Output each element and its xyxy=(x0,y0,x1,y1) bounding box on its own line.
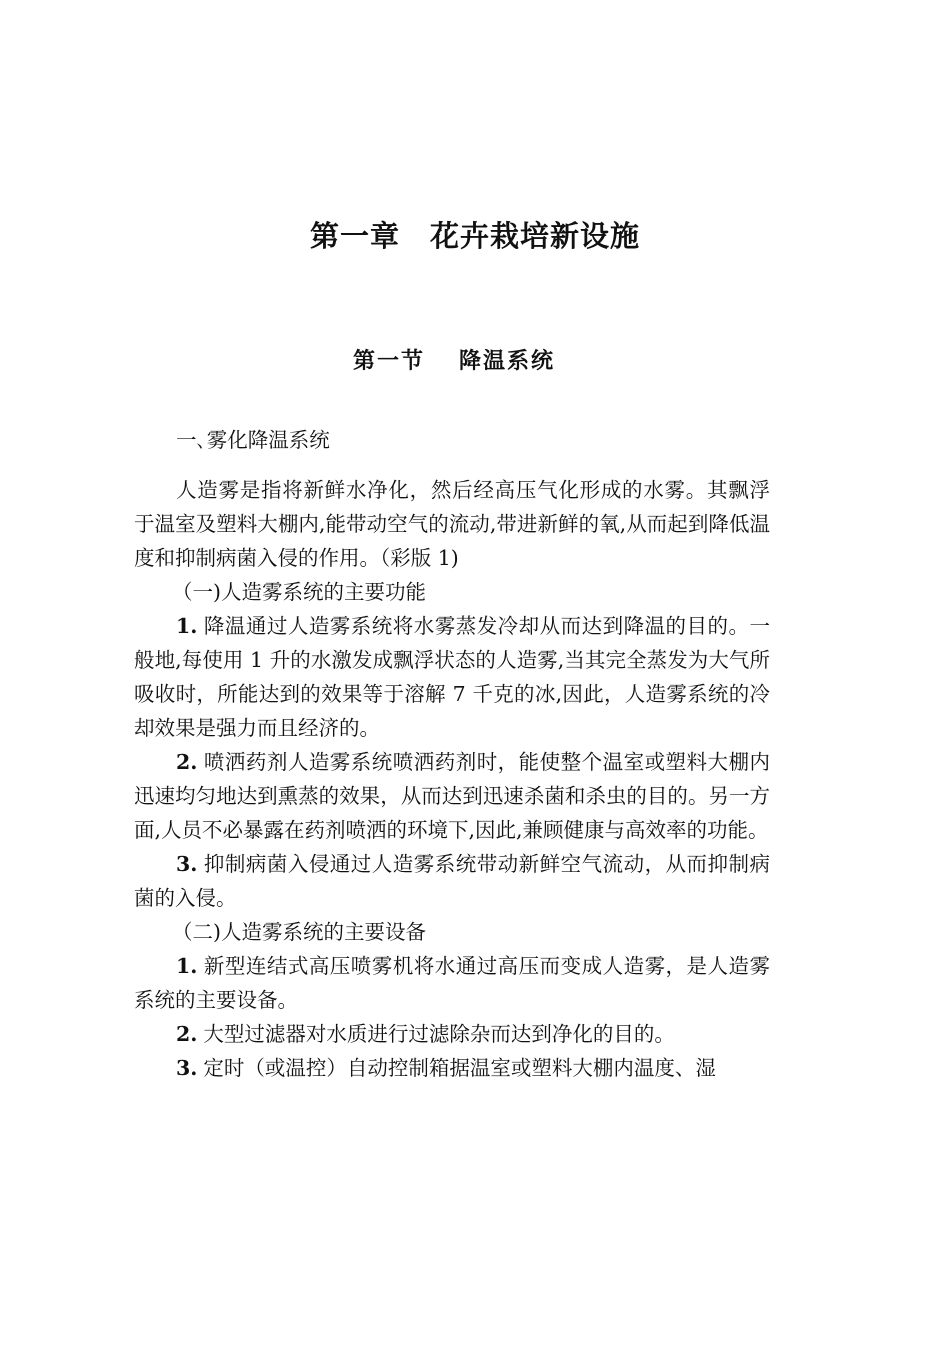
subsection-heading-equipment: （二)人造雾系统的主要设备 xyxy=(172,920,426,944)
item-number: 3. xyxy=(176,852,198,876)
list-item xyxy=(134,847,770,915)
chapter-label: 第一章 xyxy=(309,219,400,253)
list-item xyxy=(134,949,770,1017)
item-number: 1. xyxy=(176,954,198,978)
item-text: 抑制病菌入侵通过人造雾系统带动新鲜空气流动，从而抑制病菌的入侵。 xyxy=(134,852,770,910)
list-item xyxy=(134,1017,770,1051)
item-number: 2. xyxy=(176,750,198,774)
list-item xyxy=(134,609,770,745)
section-label: 第一节 xyxy=(352,349,425,374)
body-text xyxy=(134,423,770,1085)
item-text: 定时（或温控）自动控制箱据温室或塑料大棚内温度、湿 xyxy=(203,1056,716,1080)
item-text: 新型连结式高压喷雾机将水通过高压而变成人造雾，是人造雾系统的主要设备。 xyxy=(134,954,770,1012)
chapter-name: 花卉栽培新设施 xyxy=(430,219,641,253)
item-number: 2. xyxy=(176,1022,198,1046)
item-text: 大型过滤器对水质进行过滤除杂而达到净化的目的。 xyxy=(203,1022,675,1046)
chapter-title xyxy=(0,214,950,255)
subsection-heading-functions: （一)人造雾系统的主要功能 xyxy=(172,580,426,604)
item-number: 1. xyxy=(176,614,198,638)
intro-paragraph: 人造雾是指将新鲜水净化，然后经高压气化形成的水雾。其飘浮于温室及塑料大棚内,能带动空气的流动,带进新鲜的氧,从而起到降低温度和抑制病菌入侵的作用。（彩版 1) xyxy=(134,478,770,570)
item-text: 降温通过人造雾系统将水雾蒸发冷却从而达到降温的目的。一般地,每使用 1 升的水激发成飘浮状态的人造雾,当其完全蒸发为大气所吸收时，所能达到的效果等于溶解 7 千克的冰,因此，人造雾系统的冷却效果是强力而且经济的。 xyxy=(134,614,770,740)
list-item xyxy=(134,1051,770,1085)
list-item xyxy=(134,745,770,847)
heading-level-1: 一､雾化降温系统 xyxy=(176,428,330,452)
item-number: 3. xyxy=(176,1056,198,1080)
item-text: 喷洒药剂人造雾系统喷洒药剂时，能使整个温室或塑料大棚内迅速均匀地达到熏蒸的效果，从而达到迅速杀菌和杀虫的目的。另一方面,人员不必暴露在药剂喷洒的环境下,因此,兼顾健康与高效率的功能。 xyxy=(134,750,770,842)
section-title xyxy=(0,344,908,375)
section-name: 降温系统 xyxy=(459,349,556,374)
